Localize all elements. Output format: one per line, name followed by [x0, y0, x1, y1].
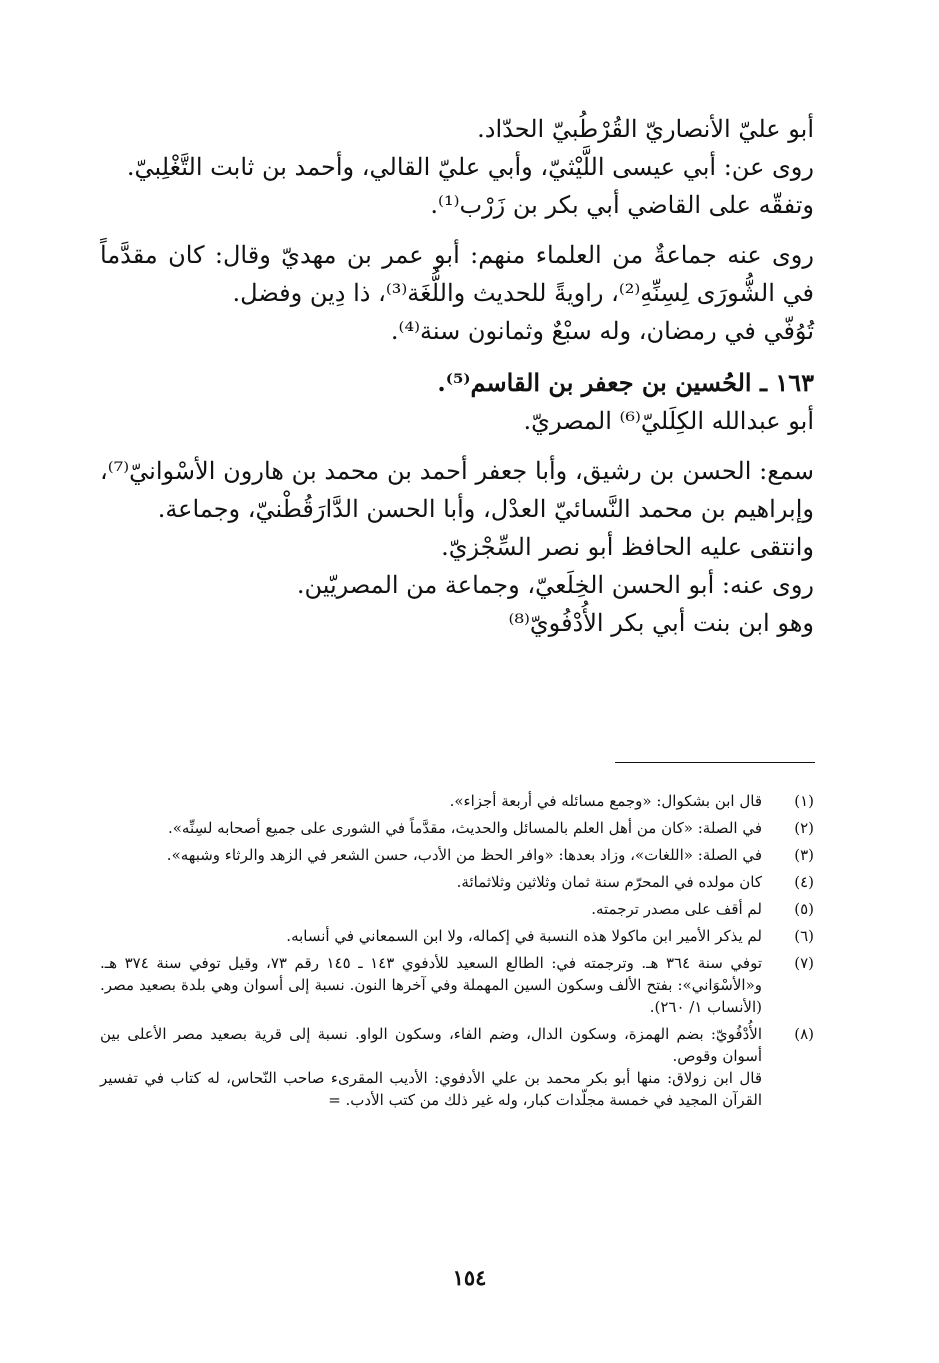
footnote-text: توفي سنة ٣٦٤ هـ. وترجمته في: الطالع السعيد للأدفوي ١٤٣ ـ ١٤٥ رقم ٧٣، وقيل توفي سنة ٣٧٤ هـ. و«الأسْوَاني»: بفتح الألف وسكون السين المهملة وفي آخرها النون. نسبة إلى أسوان وهي بلدة بصعيد مصر. (الأنساب ١/ ٢٦٠).: [100, 954, 762, 1016]
body-line: أبو عليّ الأنصاريّ القُرْطُبيّ الحدّاد.: [477, 115, 814, 143]
entry-heading: ١٦٣ ـ الحُسين بن جعفر بن القاسم⁽⁵⁾.: [437, 368, 814, 397]
footnote-number: (٣): [794, 846, 814, 864]
footnote: [100, 844, 814, 866]
page-number: ١٥٤: [452, 1265, 487, 1290]
body-line: وانتقى عليه الحافظ أبو نصر السِّجْزيّ.: [441, 533, 814, 561]
body-line: روى عنه جماعةٌ من العلماء منهم: أبو عمر بن مهديّ وقال: كان مقدَّماً في الشُّورَى لِسِنِّهِ⁽²⁾، راويةً للحديث واللُّغَة⁽³⁾، ذا دِين وفضل.: [100, 241, 814, 307]
footnote: [100, 1023, 814, 1111]
body-line: سمع: الحسن بن رشيق، وأبا جعفر أحمد بن محمد بن هارون الأسْوانيّ⁽⁷⁾، وإبراهيم بن محمد النَّسائيّ العدْل، وأبا الحسن الدَّارَقُطْنيّ، وجماعة.: [100, 457, 814, 523]
footnote-number: (٤): [794, 873, 814, 891]
footnotes: [100, 790, 814, 1116]
body-line: وتفقّه على القاضي أبي بكر بن زَرْب⁽¹⁾.: [430, 191, 814, 219]
footnote: [100, 817, 814, 839]
footnote-text: في الصلة: «كان من أهل العلم بالمسائل والحديث، مقدَّماً في الشورى على جميع أصحابه لسِنِّه».: [167, 819, 762, 837]
footnote: [100, 952, 814, 1018]
body-line: روى عن: أبي عيسى اللَّيْثيّ، وأبي عليّ القالي، وأحمد بن ثابت التَّغْلِبيّ.: [126, 153, 814, 181]
footnote-number: (٢): [794, 819, 814, 837]
footnote-number: (٥): [794, 900, 814, 918]
footnote: [100, 925, 814, 947]
footnote-text: لم يذكر الأمير ابن ماكولا هذه النسبة في إكماله، ولا ابن السمعاني في أنسابه.: [286, 927, 762, 945]
body-line: أبو عبدالله الكِلَليّ⁽⁶⁾ المصريّ.: [523, 407, 814, 435]
footnote-text: كان مولده في المحرّم سنة ثمان وثلاثين وثلاثمائة.: [456, 873, 762, 891]
footnote-number: (١): [794, 792, 814, 810]
main-text: [100, 110, 814, 642]
footnote-number: (٦): [794, 927, 814, 945]
footnote: [100, 790, 814, 812]
footnote-text: في الصلة: «اللغات»، وزاد بعدها: «وافر الحظ من الأدب، حسن الشعر في الزهد والرثاء وشبهه».: [166, 846, 762, 864]
footnote-text: الأُدْفُويّ: بضم الهمزة، وسكون الدال، وضم الفاء، وسكون الواو. نسبة إلى قرية بصعيد مصر الأعلى بين أسوان وقوص.: [100, 1025, 762, 1065]
footnote-text: لم أقف على مصدر ترجمته.: [591, 900, 762, 918]
footnote: [100, 898, 814, 920]
footnote-number: (٧): [794, 954, 814, 972]
footnote-text: قال ابن زولاق: منها أبو بكر محمد بن علي الأدفوي: الأديب المقرىء صاحب النّحاس، له كتاب في تفسير القرآن المجيد في خمسة مجلّدات كبار، وله غير ذلك من كتب الأدب. =: [100, 1069, 762, 1109]
body-line: روى عنه: أبو الحسن الخِلَعيّ، وجماعة من المصريّين.: [296, 571, 814, 599]
body-line: وهو ابن بنت أبي بكر الأُدْفُويّ⁽⁸⁾: [508, 609, 814, 637]
footnote: [100, 871, 814, 893]
body-line: تُوُفّي في رمضان، وله سبْعٌ وثمانون سنة⁽⁴⁾.: [390, 317, 814, 345]
footnote-text: قال ابن بشكوال: «وجمع مسائله في أربعة أجزاء».: [449, 792, 762, 810]
footnote-separator: [615, 762, 815, 763]
footnote-number: (٨): [794, 1025, 814, 1043]
